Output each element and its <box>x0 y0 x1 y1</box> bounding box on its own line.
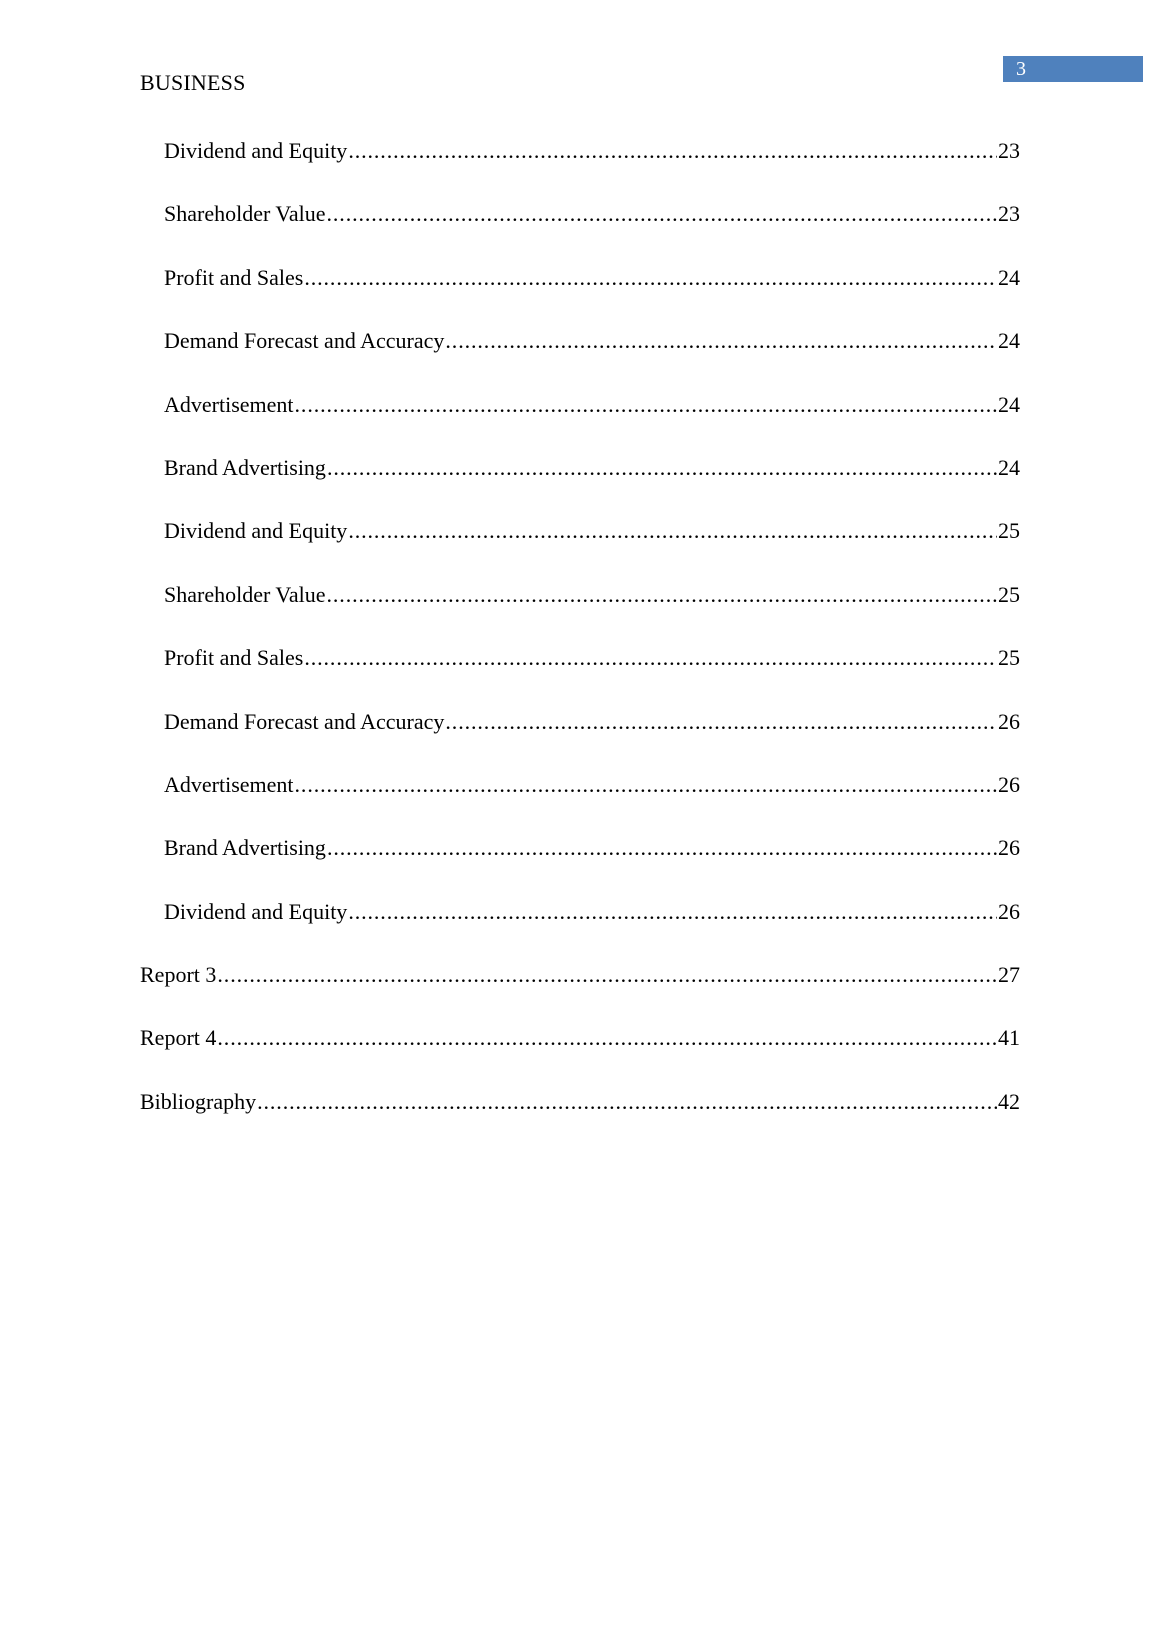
toc-entry-label: Profit and Sales <box>164 645 304 671</box>
toc-entry[interactable] <box>140 582 1020 645</box>
toc-entry-page: 24 <box>998 391 1020 417</box>
toc-entry[interactable] <box>140 518 1020 581</box>
toc-entry-label: Profit and Sales <box>164 264 304 290</box>
toc-entry-label: Demand Forecast and Accuracy <box>164 708 445 734</box>
toc-dot-leader <box>304 265 997 291</box>
toc-dot-leader <box>348 138 997 164</box>
toc-entry-label: Dividend and Equity <box>164 138 348 163</box>
toc-entry-label: Brand Advertising <box>164 454 326 480</box>
running-header-title: BUSINESS <box>140 70 246 95</box>
toc-entry-label: Report 3 <box>140 962 217 988</box>
toc-dot-leader <box>217 962 997 988</box>
table-of-contents <box>140 138 1020 1152</box>
toc-entry-page: 26 <box>998 898 1020 924</box>
toc-entry-page: 26 <box>998 708 1020 734</box>
toc-entry-page: 42 <box>998 1088 1020 1114</box>
toc-dot-leader <box>327 835 997 861</box>
toc-entry[interactable] <box>140 1025 1020 1088</box>
page-number: 3 <box>1016 58 1026 80</box>
toc-dot-leader <box>327 201 998 227</box>
toc-entry[interactable] <box>140 265 1020 328</box>
toc-entry[interactable] <box>140 835 1020 898</box>
toc-entry[interactable] <box>140 138 1020 201</box>
toc-entry[interactable] <box>140 709 1020 772</box>
toc-entry[interactable] <box>140 772 1020 835</box>
toc-entry[interactable] <box>140 328 1020 391</box>
toc-dot-leader <box>295 392 997 418</box>
toc-entry-page: 41 <box>998 1025 1020 1051</box>
toc-entry-label: Advertisement <box>164 771 294 797</box>
toc-entry-label: Dividend and Equity <box>164 898 348 924</box>
toc-entry-page: 24 <box>998 328 1020 354</box>
toc-dot-leader <box>295 772 997 798</box>
toc-dot-leader <box>217 1025 997 1051</box>
toc-dot-leader <box>327 455 997 481</box>
toc-entry-page: 23 <box>998 138 1020 163</box>
toc-entry-page: 23 <box>998 201 1020 227</box>
toc-entry[interactable] <box>140 201 1020 264</box>
toc-entry[interactable] <box>140 962 1020 1025</box>
toc-entry-page: 26 <box>998 835 1020 861</box>
toc-dot-leader <box>304 645 997 671</box>
toc-dot-leader <box>348 899 997 925</box>
toc-entry[interactable] <box>140 392 1020 455</box>
toc-entry-page: 26 <box>998 771 1020 797</box>
toc-entry-page: 25 <box>998 581 1020 607</box>
toc-entry-label: Advertisement <box>164 391 294 417</box>
toc-entry-page: 27 <box>998 962 1020 988</box>
toc-dot-leader <box>445 709 997 735</box>
toc-entry-page: 24 <box>998 264 1020 290</box>
toc-entry-label: Dividend and Equity <box>164 518 348 544</box>
toc-entry-label: Brand Advertising <box>164 835 326 861</box>
toc-entry-label: Report 4 <box>140 1025 217 1051</box>
toc-entry[interactable] <box>140 899 1020 962</box>
toc-entry-label: Demand Forecast and Accuracy <box>164 328 445 354</box>
toc-entry-label: Shareholder Value <box>164 581 326 607</box>
toc-dot-leader <box>257 1089 997 1115</box>
toc-entry[interactable] <box>140 1089 1020 1152</box>
page-number-badge <box>1003 56 1143 82</box>
toc-entry[interactable] <box>140 645 1020 708</box>
toc-dot-leader <box>445 328 997 354</box>
toc-entry[interactable] <box>140 455 1020 518</box>
toc-entry-page: 24 <box>998 454 1020 480</box>
toc-entry-label: Shareholder Value <box>164 201 326 227</box>
toc-entry-page: 25 <box>998 645 1020 671</box>
toc-entry-page: 25 <box>998 518 1020 544</box>
toc-dot-leader <box>327 582 998 608</box>
toc-entry-label: Bibliography <box>140 1088 257 1114</box>
toc-dot-leader <box>348 518 997 544</box>
